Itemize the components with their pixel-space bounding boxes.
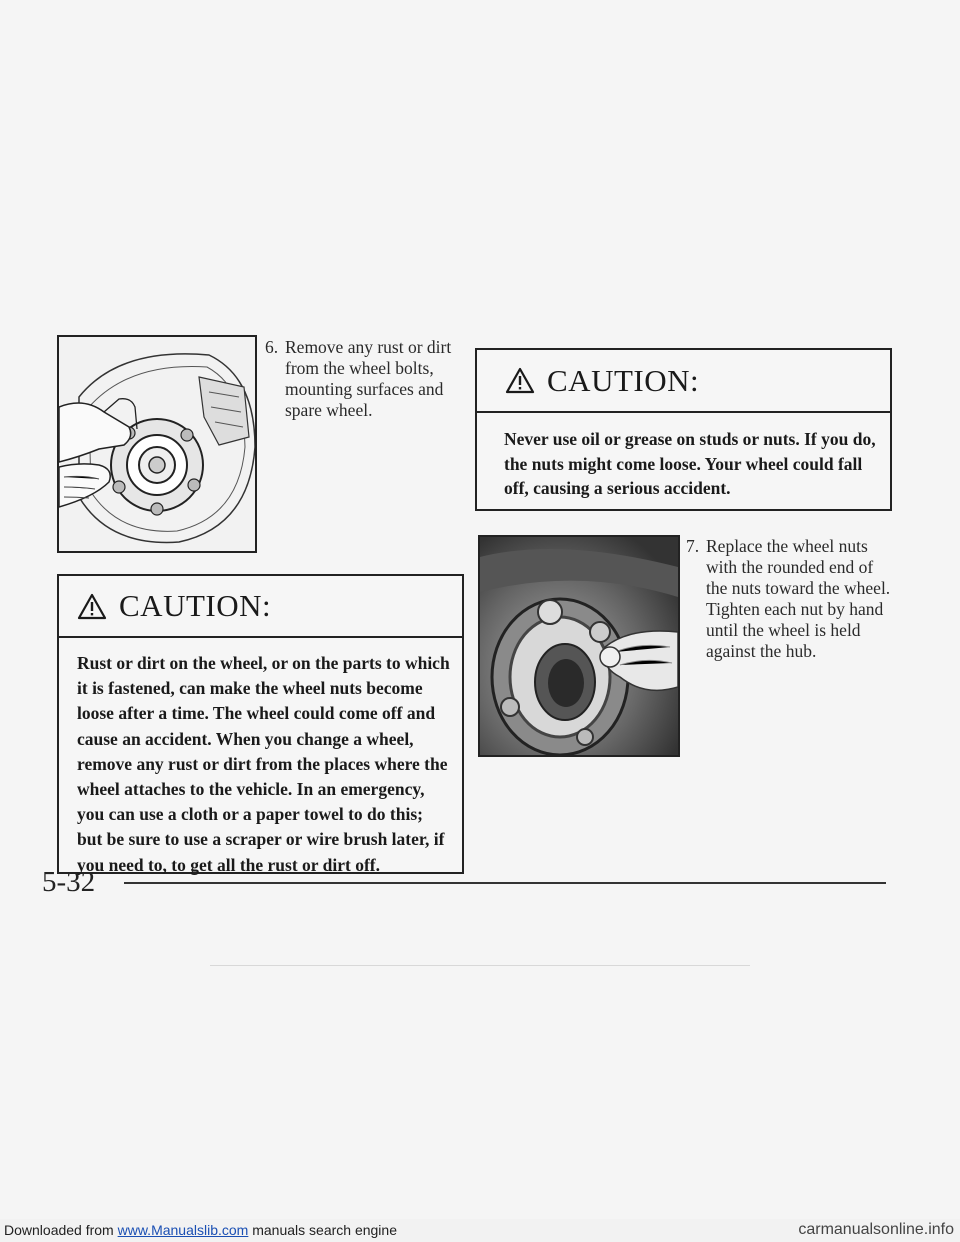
hub-cleaning-illustration (59, 337, 255, 551)
download-suffix: manuals search engine (248, 1222, 397, 1238)
page-number: 5-32 (42, 866, 96, 898)
caution-title: CAUTION: (547, 362, 700, 398)
watermark-text: carmanualsonline.info (798, 1221, 954, 1238)
step-6-number: 6. (265, 337, 279, 357)
download-prefix: Downloaded from (4, 1222, 118, 1238)
download-footer (0, 1219, 960, 1242)
step-7-number: 7. (686, 536, 700, 556)
manualslib-link[interactable]: www.Manualslib.com (117, 1222, 249, 1238)
figure-wheel-nuts (478, 535, 680, 757)
download-credit (4, 1222, 397, 1238)
step-7-text: Replace the wheel nuts with the rounded end of the nuts toward the wheel. Tighten each nut by hand until the wheel is held against the hub. (706, 536, 891, 661)
caution-body: Rust or dirt on the wheel, or on the parts to which it is fastened, can make the wheel nuts become loose after a time. The wheel could come off and cause an accident. When you change a wheel, remove any rust or dirt from the places where the wheel attaches to the vehicle. In an emergency, you can use a cloth or a paper towel to do this; but be sure to use a scraper or wire brush later, if you need to, to get all the rust or dirt off. (77, 653, 450, 875)
wheel-nuts-photo (480, 537, 678, 755)
caution-title: CAUTION: (119, 588, 272, 623)
caution-body: Never use oil or grease on studs or nuts. If you do, the nuts might come loose. Your wheel could fall off, causing a serious accident. (504, 429, 876, 499)
faint-divider (210, 965, 750, 966)
figure-wheel-hub-cleaning (57, 335, 257, 553)
caution-box-oil-grease (475, 348, 892, 511)
step-6-text: Remove any rust or dirt from the wheel bolts, mounting surfaces and spare wheel. (285, 337, 452, 420)
warning-triangle-icon (505, 367, 535, 394)
caution-header (477, 350, 890, 413)
caution-box-rust-dirt (57, 574, 464, 874)
caution-header (59, 576, 462, 638)
warning-triangle-icon (77, 593, 107, 620)
footer-rule (124, 882, 886, 884)
